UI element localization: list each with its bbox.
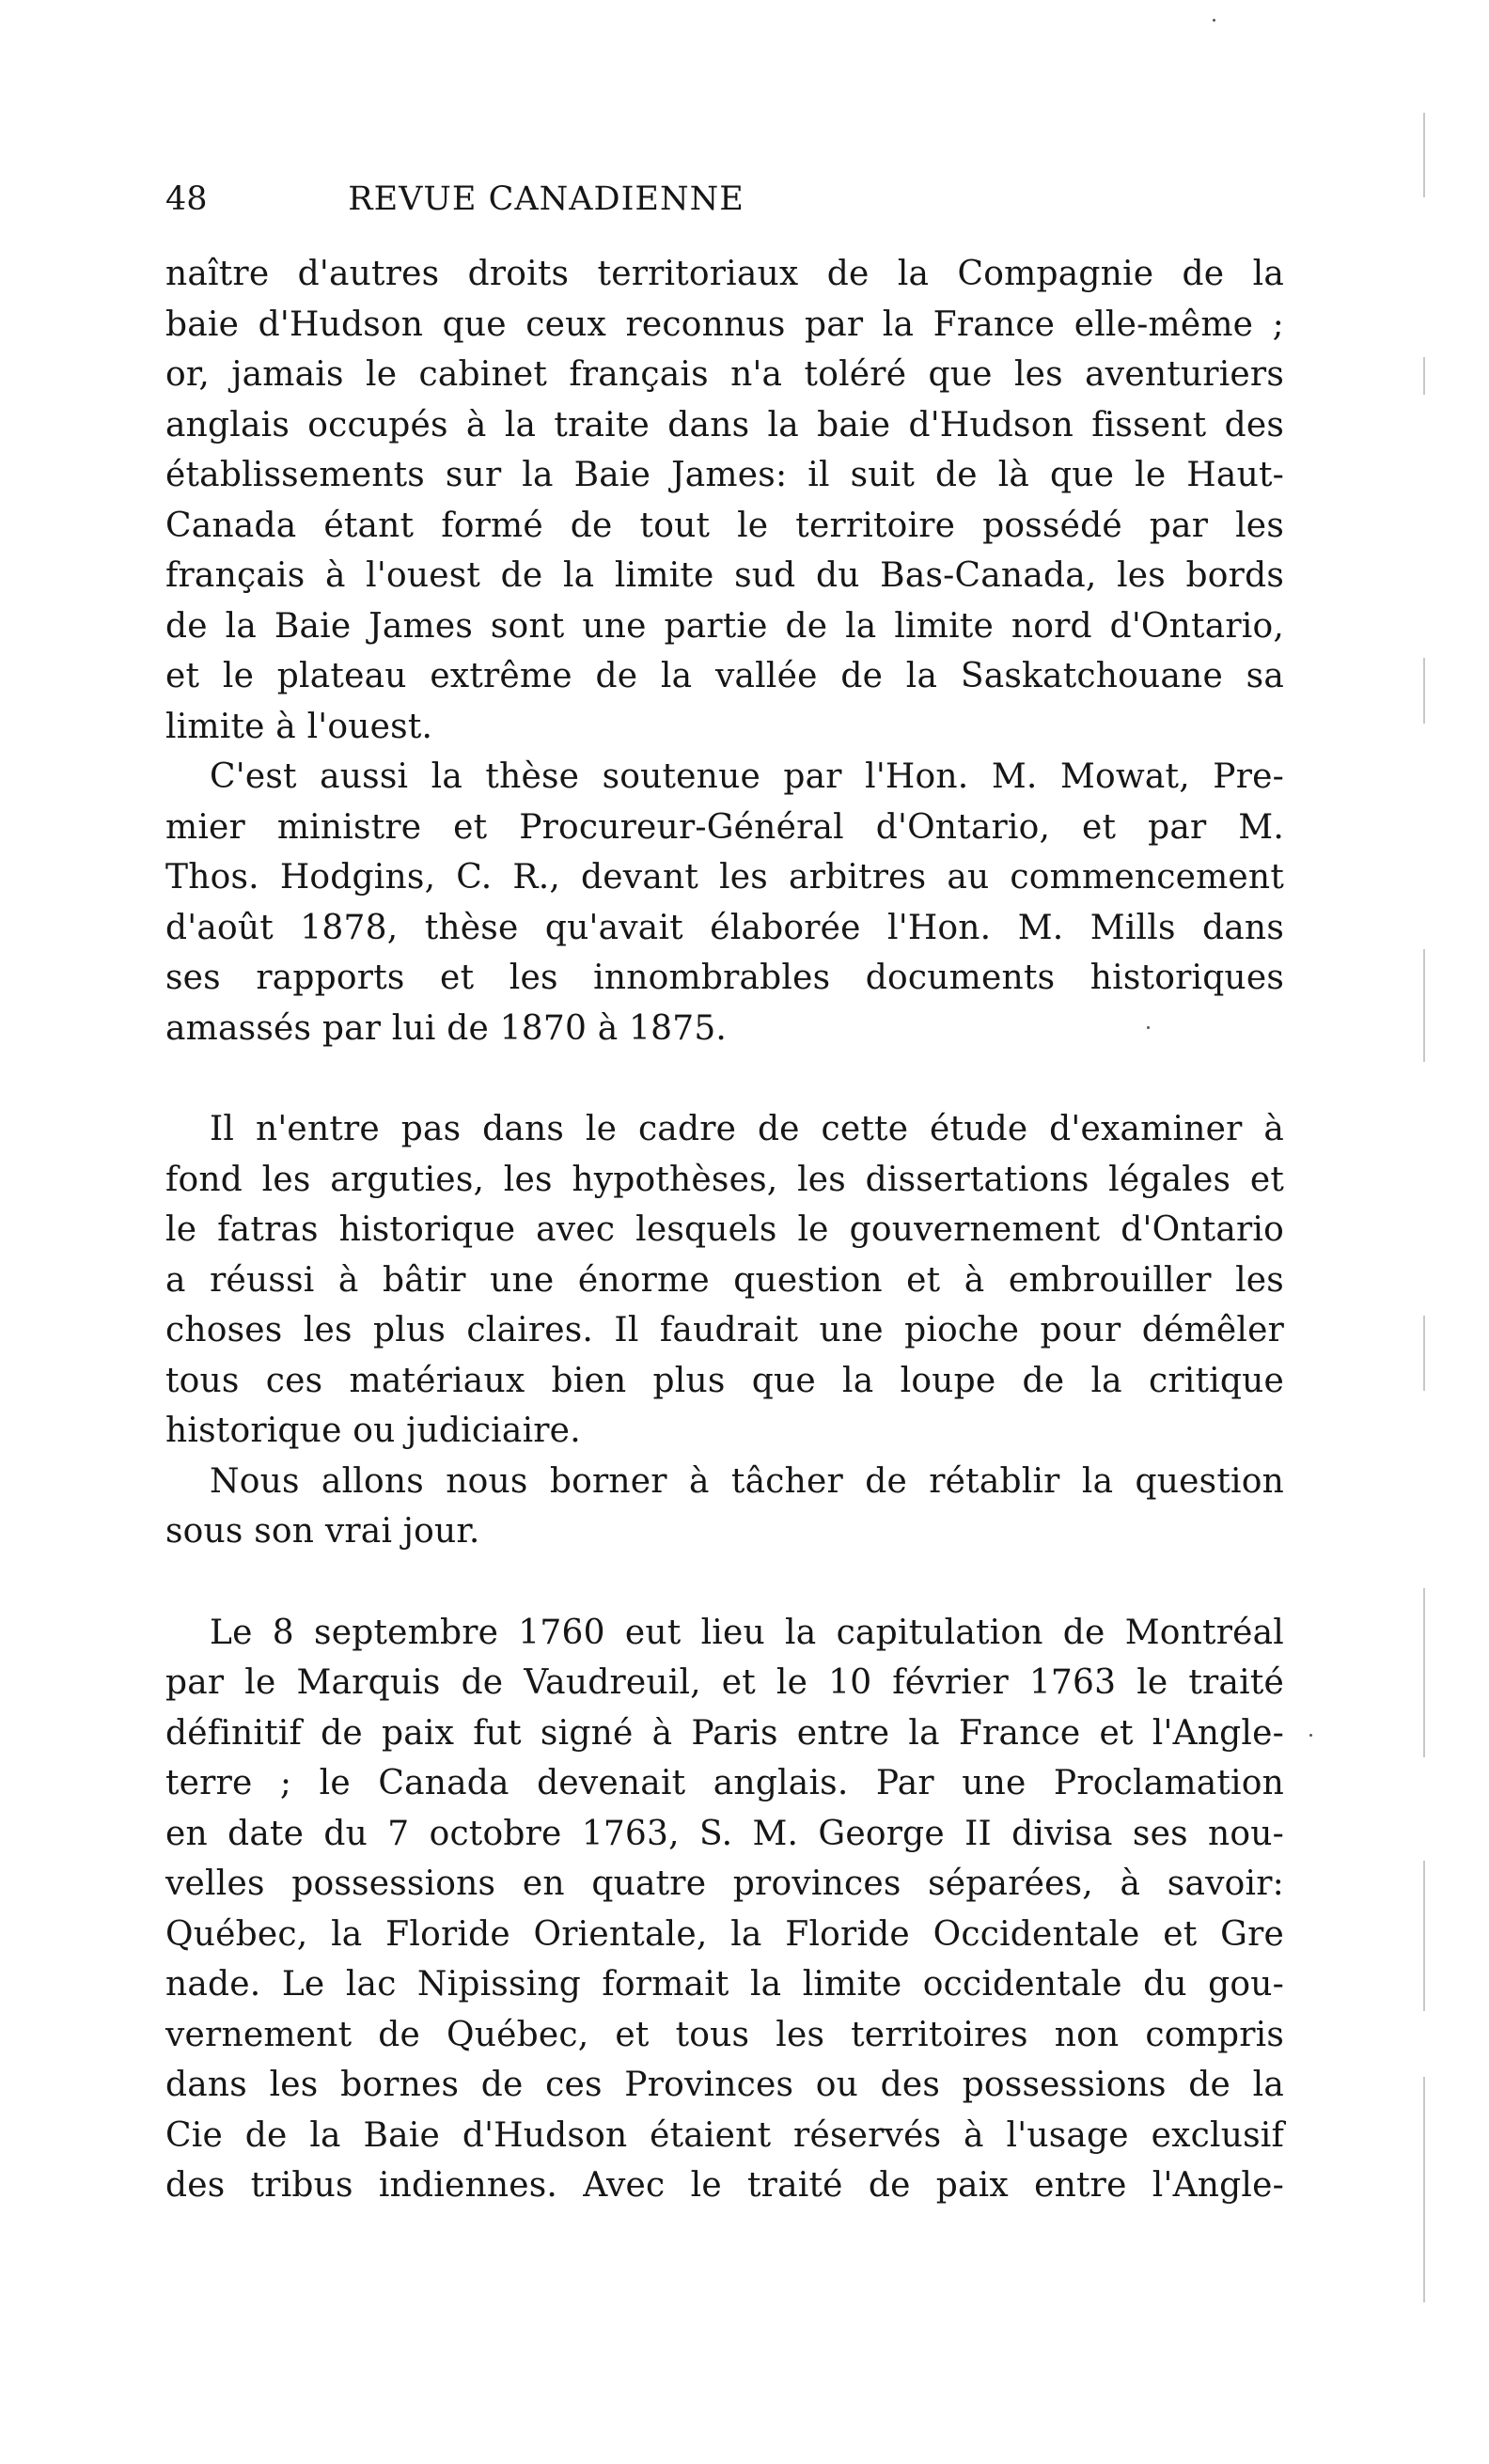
text-line: baie d'Hudson que ceux reconnus par la France elle-même ; (165, 304, 1284, 344)
text-line: Cie de la Baie d'Hudson étaient réservés à l'usage exclusif (165, 2115, 1284, 2155)
paragraph-3 (165, 1104, 1284, 1457)
scan-mark (1423, 658, 1425, 724)
scan-mark (1423, 1316, 1425, 1391)
text-line: ses rapports et les innombrables documents historiques (165, 959, 1284, 997)
text-line: tous ces matériaux bien plus que la loupe de la critique (165, 1361, 1284, 1400)
text-line: le fatras historique avec lesquels le gouvernement d'Ontario (165, 1210, 1284, 1249)
text-line: vernement de Québec, et tous les territoires non compris (165, 2015, 1284, 2054)
text-line: fond les arguties, les hypothèses, les dissertations légales et (165, 1160, 1284, 1199)
section-gap (165, 1053, 1284, 1104)
scan-speck (1213, 19, 1215, 22)
text-line: français à l'ouest de la limite sud du Bas-Canada, les bords (165, 556, 1284, 595)
text-line: dans les bornes de ces Provinces ou des possessions de la (165, 2066, 1284, 2104)
scan-mark (1423, 949, 1425, 1062)
text-line: en date du 7 octobre 1763, S. M. George II divisa ses nou- (165, 1814, 1284, 1853)
text-line: nade. Le lac Nipissing formait la limite occidentale du gou- (165, 1965, 1284, 2004)
scan-mark (1423, 1861, 1425, 2011)
text-line: naître d'autres droits territoriaux de la Compagnie de la (165, 255, 1284, 293)
text-line: définitif de paix fut signé à Paris entre la France et l'Angle- (165, 1713, 1284, 1753)
paragraph-1 (165, 249, 1284, 752)
scan-speck (1147, 1026, 1150, 1029)
text-line: choses les plus claires. Il faudrait une pioche pour démêler (165, 1311, 1284, 1349)
page-header (165, 171, 927, 227)
scan-mark (1423, 1588, 1425, 1757)
text-line: établissements sur la Baie James: il suit de là que le Haut- (165, 456, 1284, 494)
text-line: limite à l'ouest. (165, 707, 433, 746)
text-line: Québec, la Floride Orientale, la Floride Occidentale et Gre (165, 1914, 1284, 1954)
text-line: terre ; le Canada devenait anglais. Par une Proclamation (165, 1764, 1284, 1802)
text-line: d'août 1878, thèse qu'avait élaborée l'Hon. M. Mills dans (165, 908, 1284, 947)
scan-speck (1309, 1734, 1312, 1737)
text-line: des tribus indiennes. Avec le traité de paix entre l'Angle- (165, 2166, 1284, 2205)
section-gap (165, 1557, 1284, 1608)
text-line: amassés par lui de 1870 à 1875. (165, 1008, 728, 1048)
paragraph-5 (165, 1608, 1284, 2211)
text-line: et le plateau extrême de la vallée de la Saskatchouane sa (165, 657, 1284, 695)
body-text (165, 249, 1284, 2211)
page-number: 48 (165, 180, 208, 218)
paragraph-2 (165, 752, 1284, 1053)
text-line: or, jamais le cabinet français n'a toléré que les aventuriers (165, 355, 1284, 394)
scan-edge-marks (1423, 75, 1433, 2406)
text-line: Le 8 septembre 1760 eut lieu la capitulation de Montréal (210, 1613, 1284, 1652)
text-line: Canada étant formé de tout le territoire possédé par les (165, 506, 1284, 545)
text-line: par le Marquis de Vaudreuil, et le 10 février 1763 le traité (165, 1663, 1284, 1702)
text-line: Thos. Hodgins, C. R., devant les arbitres au commencement (165, 858, 1284, 897)
running-title: REVUE CANADIENNE (348, 180, 744, 218)
scan-mark (1423, 2077, 1425, 2302)
text-line: Nous allons nous borner à tâcher de rétablir la question (210, 1461, 1284, 1501)
text-line: de la Baie James sont une partie de la limite nord d'Ontario, (165, 606, 1284, 646)
text-line: a réussi à bâtir une énorme question et à embrouiller les (165, 1260, 1284, 1300)
text-line: velles possessions en quatre provinces séparées, à savoir: (165, 1864, 1284, 1903)
scan-mark (1423, 357, 1425, 395)
text-line: Il n'entre pas dans le cadre de cette étude d'examiner à (210, 1110, 1284, 1148)
text-line: mier ministre et Procureur-Général d'Ontario, et par M. (165, 807, 1284, 847)
text-line: anglais occupés à la traite dans la baie d'Hudson fissent des (165, 405, 1284, 444)
text-line: sous son vrai jour. (165, 1512, 480, 1551)
paragraph-4 (165, 1457, 1284, 1557)
text-line: C'est aussi la thèse soutenue par l'Hon. M. Mowat, Pre- (210, 757, 1284, 796)
text-line: historique ou judiciaire. (165, 1411, 581, 1450)
scan-mark (1423, 113, 1425, 197)
